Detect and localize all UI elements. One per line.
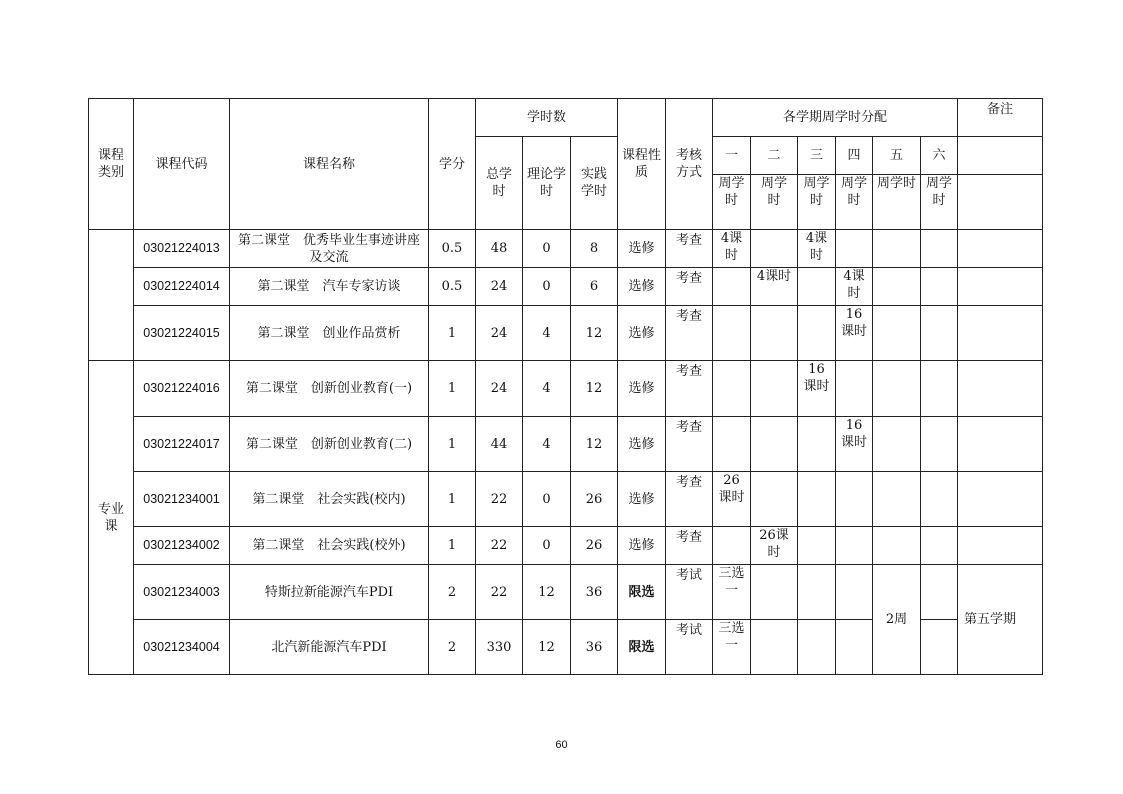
course-name: 第二课堂 汽车专家访谈: [230, 268, 429, 306]
table-row: [89, 472, 1043, 527]
course-nature: 选修: [618, 268, 666, 306]
sem1: 4课时: [713, 230, 751, 268]
header-semester-group: 各学期周学时分配: [713, 99, 958, 137]
table-row: [89, 417, 1043, 472]
course-name: 第二课堂 创新创业教育(一): [230, 361, 429, 417]
course-practice: 26: [571, 472, 618, 527]
table-row: [89, 268, 1043, 306]
sem5-pdi: 2周: [873, 565, 921, 675]
sem3: [798, 268, 836, 306]
course-total: 22: [476, 472, 523, 527]
header-semester-2: 二: [751, 137, 798, 175]
course-name: 第二课堂 创新创业教育(二): [230, 417, 429, 472]
table-row: [89, 527, 1043, 565]
course-credit: 1: [429, 417, 476, 472]
course-theory: 0: [523, 268, 571, 306]
table-row: [89, 230, 1043, 268]
sem3: 16课时: [798, 361, 836, 417]
header-total-hours: 总学时: [476, 137, 523, 230]
sem5: [873, 268, 921, 306]
header-assessment: 考核方式: [666, 99, 713, 230]
course-nature: 选修: [618, 230, 666, 268]
remarks: [958, 417, 1043, 472]
sem6: [921, 230, 958, 268]
course-nature: 选修: [618, 361, 666, 417]
course-practice: 6: [571, 268, 618, 306]
course-nature: 选修: [618, 527, 666, 565]
course-assess: 考查: [666, 472, 713, 527]
course-practice: 12: [571, 417, 618, 472]
sem2: 26课时: [751, 527, 798, 565]
course-credit: 1: [429, 306, 476, 361]
sem6: [921, 268, 958, 306]
course-theory: 4: [523, 306, 571, 361]
course-name: 第二课堂 优秀毕业生事迹讲座及交流: [230, 230, 429, 268]
sem3: [798, 527, 836, 565]
sem5: [873, 472, 921, 527]
sem4: [836, 361, 873, 417]
remarks: [958, 527, 1043, 565]
course-practice: 36: [571, 620, 618, 675]
sem1: 26课时: [713, 472, 751, 527]
course-nature: 选修: [618, 472, 666, 527]
sem4: 4课时: [836, 268, 873, 306]
sem4: [836, 527, 873, 565]
course-total: 24: [476, 306, 523, 361]
sem2: [751, 472, 798, 527]
course-nature: 限选: [618, 565, 666, 620]
course-theory: 0: [523, 472, 571, 527]
weekly-hours-1: 周学时: [713, 175, 751, 230]
sem4: 16课时: [836, 417, 873, 472]
remarks: [958, 306, 1043, 361]
course-theory: 0: [523, 230, 571, 268]
course-assess: 考查: [666, 417, 713, 472]
sem2: [751, 306, 798, 361]
remarks: [958, 472, 1043, 527]
course-credit: 0.5: [429, 230, 476, 268]
course-nature: 限选: [618, 620, 666, 675]
sem2: [751, 417, 798, 472]
weekly-hours-4: 周学时: [836, 175, 873, 230]
weekly-hours-6: 周学时: [921, 175, 958, 230]
category-blank: [89, 230, 134, 361]
course-name: 第二课堂 社会实践(校外): [230, 527, 429, 565]
sem5: [873, 527, 921, 565]
header-category: 课程类别: [89, 99, 134, 230]
sem6: [921, 472, 958, 527]
sem5: [873, 417, 921, 472]
weekly-hours-remarks-blank: [958, 175, 1043, 230]
sem6: [921, 361, 958, 417]
sem3: [798, 472, 836, 527]
course-total: 22: [476, 565, 523, 620]
sem5: [873, 230, 921, 268]
table-row: [89, 306, 1043, 361]
header-semester-1: 一: [713, 137, 751, 175]
sem2: [751, 620, 798, 675]
course-code: 03021224016: [134, 361, 230, 417]
sem3: [798, 565, 836, 620]
sem4: [836, 565, 873, 620]
sem3: 4课时: [798, 230, 836, 268]
sem4: [836, 620, 873, 675]
course-practice: 12: [571, 306, 618, 361]
page-number: 60: [555, 739, 568, 751]
sem6: [921, 620, 958, 675]
header-credit: 学分: [429, 99, 476, 230]
course-code: 03021234001: [134, 472, 230, 527]
sem3: [798, 620, 836, 675]
course-code: 03021234004: [134, 620, 230, 675]
header-remarks: 备注: [958, 99, 1043, 137]
sem1: [713, 361, 751, 417]
table-row: [89, 565, 1043, 620]
sem6: [921, 565, 958, 620]
sem1: [713, 527, 751, 565]
course-code: 03021224013: [134, 230, 230, 268]
sem2: [751, 361, 798, 417]
course-total: 330: [476, 620, 523, 675]
header-row-1: [89, 99, 1043, 137]
sem1: [713, 268, 751, 306]
sem3: [798, 306, 836, 361]
table-row: [89, 361, 1043, 417]
course-total: 48: [476, 230, 523, 268]
header-remarks-blank: [958, 137, 1043, 175]
weekly-hours-2: 周学时: [751, 175, 798, 230]
header-nature: 课程性质: [618, 99, 666, 230]
course-theory: 4: [523, 361, 571, 417]
course-practice: 26: [571, 527, 618, 565]
course-assess: 考查: [666, 361, 713, 417]
sem4: [836, 472, 873, 527]
sem3: [798, 417, 836, 472]
course-total: 22: [476, 527, 523, 565]
course-credit: 2: [429, 565, 476, 620]
course-name: 北汽新能源汽车PDI: [230, 620, 429, 675]
header-theory-hours: 理论学时: [523, 137, 571, 230]
course-assess: 考查: [666, 306, 713, 361]
sem5: [873, 306, 921, 361]
header-hours-group: 学时数: [476, 99, 618, 137]
course-assess: 考试: [666, 620, 713, 675]
course-total: 24: [476, 268, 523, 306]
course-nature: 选修: [618, 306, 666, 361]
sem4: 16课时: [836, 306, 873, 361]
course-assess: 考查: [666, 268, 713, 306]
remarks: [958, 361, 1043, 417]
sem6: [921, 306, 958, 361]
course-theory: 12: [523, 620, 571, 675]
sem2: [751, 230, 798, 268]
course-credit: 1: [429, 527, 476, 565]
course-credit: 0.5: [429, 268, 476, 306]
header-name: 课程名称: [230, 99, 429, 230]
sem2: 4课时: [751, 268, 798, 306]
remarks: [958, 230, 1043, 268]
course-total: 44: [476, 417, 523, 472]
course-practice: 12: [571, 361, 618, 417]
sem1: 三选一: [713, 620, 751, 675]
course-code: 03021234003: [134, 565, 230, 620]
course-assess: 考查: [666, 527, 713, 565]
course-assess: 考试: [666, 565, 713, 620]
header-semester-3: 三: [798, 137, 836, 175]
category-label: 专业课: [89, 361, 134, 675]
weekly-hours-3: 周学时: [798, 175, 836, 230]
course-nature: 选修: [618, 417, 666, 472]
course-name: 特斯拉新能源汽车PDI: [230, 565, 429, 620]
course-theory: 0: [523, 527, 571, 565]
weekly-hours-5: 周学时: [873, 175, 921, 230]
course-code: 03021224014: [134, 268, 230, 306]
header-semester-6: 六: [921, 137, 958, 175]
course-credit: 1: [429, 361, 476, 417]
sem6: [921, 527, 958, 565]
sem2: [751, 565, 798, 620]
sem6: [921, 417, 958, 472]
course-practice: 8: [571, 230, 618, 268]
header-code: 课程代码: [134, 99, 230, 230]
header-semester-4: 四: [836, 137, 873, 175]
sem1: [713, 306, 751, 361]
course-credit: 1: [429, 472, 476, 527]
course-credit: 2: [429, 620, 476, 675]
sem5: [873, 361, 921, 417]
course-theory: 4: [523, 417, 571, 472]
course-practice: 36: [571, 565, 618, 620]
remarks-pdi: 第五学期: [958, 565, 1043, 675]
sem1: [713, 417, 751, 472]
course-name: 第二课堂 社会实践(校内): [230, 472, 429, 527]
course-schedule-table: [88, 98, 1043, 675]
course-code: 03021224017: [134, 417, 230, 472]
remarks: [958, 268, 1043, 306]
course-name: 第二课堂 创业作品赏析: [230, 306, 429, 361]
course-assess: 考查: [666, 230, 713, 268]
course-total: 24: [476, 361, 523, 417]
course-code: 03021224015: [134, 306, 230, 361]
sem1: 三选一: [713, 565, 751, 620]
header-semester-5: 五: [873, 137, 921, 175]
course-theory: 12: [523, 565, 571, 620]
sem4: [836, 230, 873, 268]
course-code: 03021234002: [134, 527, 230, 565]
header-practice-hours: 实践学时: [571, 137, 618, 230]
